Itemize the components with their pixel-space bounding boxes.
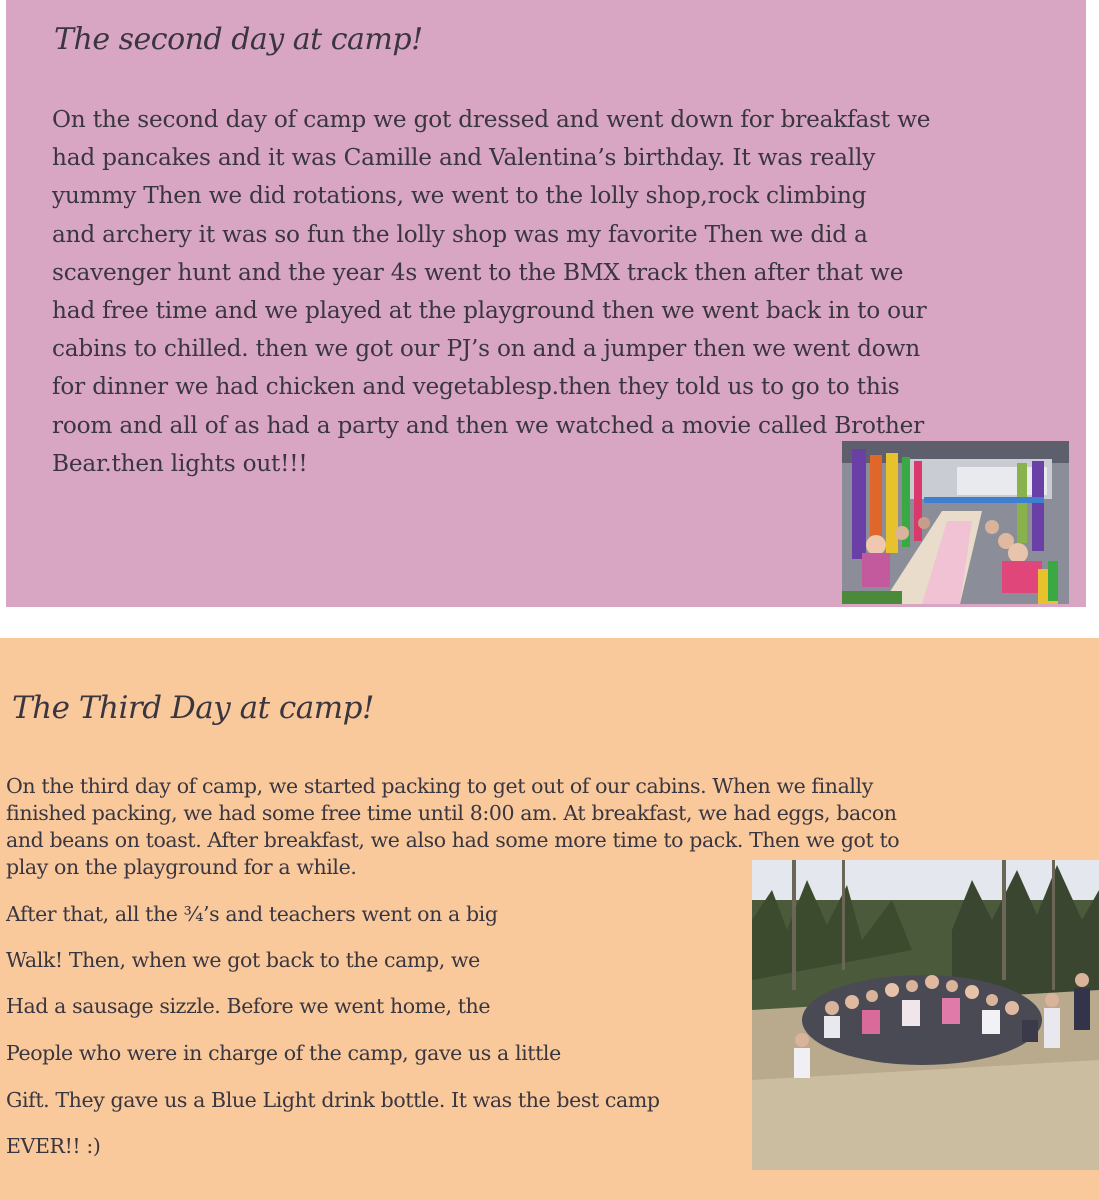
day-two-line: yummy Then we did rotations, we went to the lolly shop,rock climbing — [52, 182, 867, 210]
day-three-line: finished packing, we had some free time until 8:00 am. At breakfast, we had eggs, bacon — [6, 801, 897, 825]
day-two-line: room and all of as had a party and then we watched a movie called Brother — [52, 411, 924, 439]
day-two-body — [52, 101, 1062, 483]
day-two-heading: The second day at camp! — [54, 22, 423, 57]
day-three-line: Had a sausage sizzle. Before we went home, the — [6, 994, 491, 1018]
party-dining-room-photo — [842, 441, 1069, 604]
day-three-line: and beans on toast. After breakfast, we also had some more time to pack. Then we got to — [6, 828, 900, 852]
day-two-section — [6, 0, 1086, 607]
day-two-line: had pancakes and it was Camille and Valentina’s birthday. It was really — [52, 144, 876, 172]
day-three-line: Gift. They gave us a Blue Light drink bottle. It was the best camp — [6, 1088, 660, 1112]
day-two-line: for dinner we had chicken and vegetablesp.then they told us to go to this — [52, 373, 900, 401]
day-three-heading: The Third Day at camp! — [12, 690, 374, 726]
day-two-line: Bear.then lights out!!! — [52, 449, 308, 477]
day-two-line: had free time and we played at the playground then we went back in to our — [52, 297, 927, 325]
day-three-section — [0, 638, 1099, 1200]
day-two-line: scavenger hunt and the year 4s went to the BMX track then after that we — [52, 258, 904, 286]
day-three-line: People who were in charge of the camp, gave us a little — [6, 1041, 561, 1065]
group-hike-photo — [752, 860, 1099, 1170]
day-three-line: On the third day of camp, we started packing to get out of our cabins. When we finally — [6, 774, 873, 798]
day-three-line: play on the playground for a while. — [6, 855, 357, 879]
day-three-line: Walk! Then, when we got back to the camp, we — [6, 948, 480, 972]
day-two-line: and archery it was so fun the lolly shop was my favorite Then we did a — [52, 220, 868, 248]
day-two-line: On the second day of camp we got dressed and went down for breakfast we — [52, 106, 931, 133]
day-three-line: After that, all the ¾’s and teachers went on a big — [6, 902, 498, 926]
day-three-line: EVER!! :) — [6, 1134, 101, 1158]
day-two-line: cabins to chilled. then we got our PJ’s on and a jumper then we went down — [52, 335, 920, 363]
